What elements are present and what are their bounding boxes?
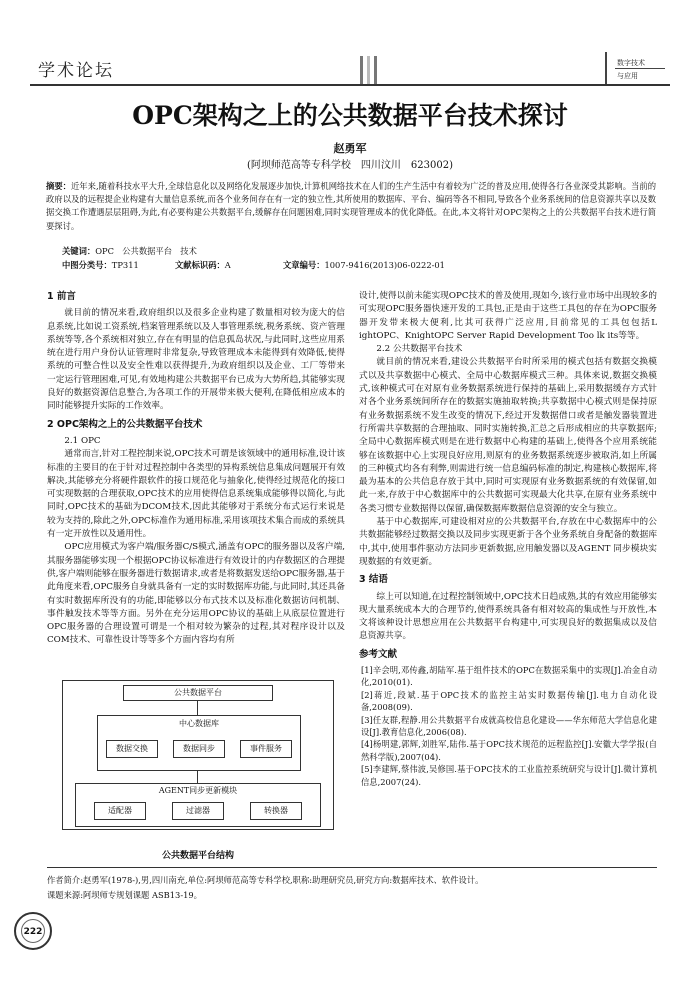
author: 赵勇军 (333, 142, 367, 155)
reference-item: [3]任友群,程静.用公共数据平台成就高校信息化建设——华东师范大学信息化建设[J].教育信息化,2006(08). (361, 714, 657, 738)
subsection-heading: 2.2 公共数据平台技术 (376, 344, 463, 355)
subsection-heading: 2.1 OPC (64, 435, 101, 446)
clc-number: 中图分类号：TP311 (62, 260, 139, 270)
left-column (47, 290, 345, 648)
section-label: 学术论坛 (38, 61, 114, 81)
reference-item: [5]李建辉,蔡伟波,吴修国.基于OPC技术的工业监控系统研究与设计[J].微计算机信息,2007(24). (361, 764, 657, 787)
diagram-agent-group (75, 783, 321, 827)
abstract-text: 近年来,随着科技水平大升,全球信息化以及网络化发展逐步加快,计算机网络技术在人们的生产生活中有着较为广泛的普及应用,使得各行各业深受其影响。当前的政府以及的远程提企业构建有大量信息系统,而各个业务间存在有一定的独立性,其所使用的数据库、平台、编码等各不相同,导致各个业务系统间的信息资源共享以及数据交换工作遭遇层层阻碍,为此,有必要构建公共数据平台,缓解存在问题困难,同时实现管理成本的优化降低。在此,本文将针对OPC架构之上的公共数据平台技术进行简要探讨。 (46, 181, 656, 231)
page-number-badge (14, 912, 52, 950)
paragraph: 就目前的情况来看,建设公共数据平台时所采用的模式包括有数据交换模式以及共享数据中心模式、全局中心数据库模式三种。具体来说,数据交换模式,该种模式可在对原有业务数据系统进行保持的基础上,采用数据缓存方式针对各个业务系统间所存在的数据实施抽取转换;共享数据中心模式则是保持原有业务数据系统不发生改变的情况下,经过开发数据借口或者是触发器装置进行所需共享数据的合理抽取、同时实施转换,汇总之后形成相应的共享数据库;全局中心数据库模式则是在进行数据中心构建的基础上,使得各个应用系统能够在该数据中心上实现良好应用,则原有的业务数据系统逐步被取消,如上所属的三种模式均各有利弊,则需进行统一信息编码标准的制定,构建核心数据库,将最为基本的公共信息存放于其中,同时可实现原有业务数据系统的有效保留,如此一来,存放于中心数据库中的公共数据可实现最大化共享,在原有业务系统中各类习惯专业数据得以保留,确保数据库数据信息资源的安全与独立。 (359, 357, 657, 514)
doc-code: 文献标识码：A (175, 260, 231, 270)
reference-item: [4]杨明建,郭辉,刘胜军,陆伟.基于OPC技术规范的远程监控[J].安徽大学学报(自然科学版),2007(04). (361, 739, 657, 762)
diagram-center-label: 中心数据库 (179, 719, 219, 728)
diagram-item: 数据同步 (173, 740, 225, 758)
header-decoration-bars (360, 56, 384, 84)
section-heading: 1 前言 (47, 291, 76, 302)
page-header (30, 52, 670, 88)
keywords-text: OPC 公共数据平台 技术 (95, 246, 197, 256)
diagram-item: 数据交换 (106, 740, 158, 758)
section-heading: 3 结语 (359, 574, 388, 586)
paragraph: OPC应用模式为客户端/服务器C/S模式,涵盖有OPC的服务器以及客户端,其服务器能够实现一个根据OPC协议标准进行有效设计的内存数据区的合理提供,客户端则能够在服务器进行数据请求,或者是将数据发送给OPC服务器,基于此角度来看,OPC服务自身就具备有一定的实时数据库功能,与此同时,其还具备有实时数据库所没有的功能,即能够以分布式技术以及标准化数据访问机制、事件触发技术等等方面。另外在充分运用OPC协议的基础上从底层位置进行OPC服务器的合理设置可谓是一个相对较为繁杂的过程,其对程序设计以及COM技术、可靠性设计等等多个方面内容均有所 (47, 542, 345, 646)
journal-logo (605, 52, 669, 86)
abstract-label: 摘要： (46, 181, 71, 191)
section-heading: 2 OPC架构之上的公共数据平台技术 (47, 418, 203, 430)
diagram-caption: 公共数据平台结构 (161, 851, 234, 861)
diagram-agent-label: AGENT同步更新模块 (158, 786, 238, 795)
reference-item: [1]辛会明,邓传鑫,胡陆军.基于组件技术的OPC在数据采集中的实现[J].冶金自动化,2010(01). (361, 665, 657, 688)
right-column (359, 290, 657, 788)
author-bio: 作者简介:赵勇军(1978-),男,四川南充,单位:阿坝师范高等专科学校,职称:助理研究员,研究方向:数据库技术、软件设计。 (47, 875, 484, 885)
journal-logo-bottom: 与应用 (617, 72, 638, 80)
keywords-label: 关键词： (62, 246, 96, 256)
paragraph: 设计,使得以前未能实现OPC技术的普及使用,现如今,该行业市场中出现较多的可实现OPC服务器快速开发的工具包,正是由于这些工具包的存在为OPC服务器开发带来极大便利,比其可获得广泛应用,目前常见的工具包包括L ightOPC、KnightOPC Server Rapid Development Too lk its等等。 (359, 291, 657, 341)
references-heading: 参考文献 (359, 648, 398, 660)
footer-rule (47, 867, 657, 868)
paragraph: 综上可以知道,在过程控制领域中,OPC技术日趋成熟,其的有效应用能够实现大量系统成本大的合理节约,使得系统具备有相对较高的集成性与开放性,本文将该种设计思想应用在公共数据平台构建中,可实现良好的数据集成以及信息资源共享。 (359, 591, 657, 642)
header-rule (30, 84, 670, 86)
keywords (62, 245, 197, 257)
affiliation: (阿坝师范高等专科学校 四川汶川 623002) (247, 160, 453, 171)
diagram-top-box: 公共数据平台 (123, 685, 273, 701)
article-title: OPC架构之上的公共数据平台技术探讨 (132, 101, 568, 130)
abstract (46, 180, 656, 233)
paragraph: 就目前的情况来看,政府组织以及很多企业构建了数量相对较为庞大的信息系统,比如说工资系统,档案管理系统以及人事管理系统,税务系统、资产管理系统等等,各个系统相对独立,存在有明显的信息孤岛状况,与此同时,这些应用系统在进行用户身份认证管理时非常复杂,导致管理成本未能得到有效降低,使得系统的可整合性以及安全性难以获得提升,为政府组织以及企业、工厂等带来一定运行管理困难,可见,有效地构建公共数据平台已成为大势所趋,其能够实现良好的数据资源信息整合,为各项工作的开展带来极大便利,在降低相应成本的同时能够提升实际的工作效率。 (47, 308, 345, 412)
diagram-item: 适配器 (94, 802, 146, 820)
journal-logo-top: 数字技术 (617, 59, 645, 67)
diagram-item: 过滤器 (172, 802, 224, 820)
diagram-item: 事件服务 (240, 740, 292, 758)
paragraph: 通常而言,针对工程控制来说,OPC技术可谓是该领域中的通用标准,设计该标准的主要目的在于针对过程控制中各类型的异构系统信息集成问题展开有效解决,其能够充分将硬件跟软件的接口规范化与抽象化,使得经过规范化的接口可实现数据的合理获取,OPC技术的应用使得信息系统集成能够得以简化,与此同时,OPC技术的基础为DCOM技术,因此其能够对于系统分布式运行来说是较为支持的,除此之外,OPC标准作为通用标准,采用该项技术集合而成的系统具有一定开放性以及通用性。 (47, 449, 345, 540)
page-number: 222 (23, 927, 43, 937)
funding-note: 课题来源:阿坝师专规划课题 ASB13-19。 (47, 890, 202, 900)
diagram-center-group (97, 715, 301, 771)
reference-item: [2]蒋近,段斌.基于OPC技术的监控主站实时数据传输[J].电力自动化设备,2008(09). (361, 689, 657, 713)
diagram-item: 转换器 (250, 802, 302, 820)
paragraph: 基于中心数据库,可建设相对应的公共数据平台,存放在中心数据库中的公共数据能够经过数据交换以及同步实现更新于各个业务系统自身配备的数据库中,其中,使用事件驱动方法同步更新数据,应用触发器以及AGENT 同步模块实现数据的有效更新。 (359, 517, 657, 567)
article-number: 文章编号：1007-9416(2013)06-0222-01 (283, 260, 445, 270)
platform-architecture-diagram (62, 680, 334, 830)
